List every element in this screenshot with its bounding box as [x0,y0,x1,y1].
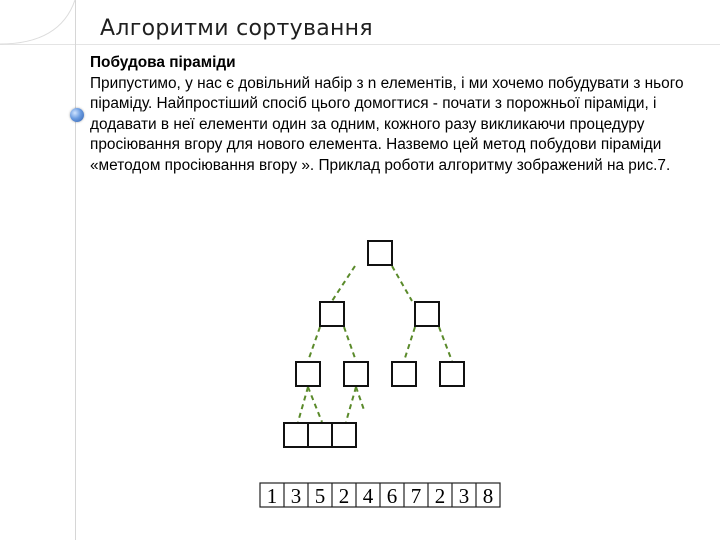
tree-edge [308,387,322,422]
tree-edge [298,387,308,422]
array-cell-value: 3 [290,484,302,508]
tree-edge [404,327,415,361]
tree-nodes [284,241,464,447]
tree-node [320,302,344,326]
array-cell-value: 7 [410,484,422,508]
tree-node [392,362,416,386]
array-cell-value: 2 [338,484,350,508]
array-cell-value: 1 [266,484,278,508]
tree-node [296,362,320,386]
body-paragraph: Припустимо, у нас є довільний набір з n елементів, і ми хочемо побудувати з нього піраміду. Найпростіший спосіб цього домогтися - почати з порожньої піраміди, і додавати в неї елементи один за одним, кожного разу викликаючи процедуру просіювання вгору для нового елемента. Назвемо цей метод побудови піраміди «методом просіювання вгору ». Приклад роботи алгоритму зображений на рис.7. [90,74,684,174]
tree-edge [392,266,412,301]
tree-node [308,423,332,447]
array-cell-value: 5 [314,484,326,508]
tree-edges [298,266,452,422]
section-subheading: Побудова піраміди [90,54,236,71]
tree-edge [346,387,356,422]
array-cell-value: 2 [434,484,446,508]
array-cell-value: 6 [386,484,398,508]
array-strip [260,483,500,508]
slide-title: Алгоритми сортування [100,16,373,41]
tree-edge [308,327,320,361]
tree-node [415,302,439,326]
tree-node [344,362,368,386]
array-cell-value: 8 [482,484,494,508]
tree-edge [439,327,452,361]
tree-edge [356,387,364,410]
tree-node [368,241,392,265]
tree-node [284,423,308,447]
tree-node [440,362,464,386]
tree-edge [332,266,355,301]
tree-edge [344,327,356,361]
array-cell-value: 4 [362,484,374,508]
tree-node [332,423,356,447]
array-cell-value: 3 [458,484,470,508]
